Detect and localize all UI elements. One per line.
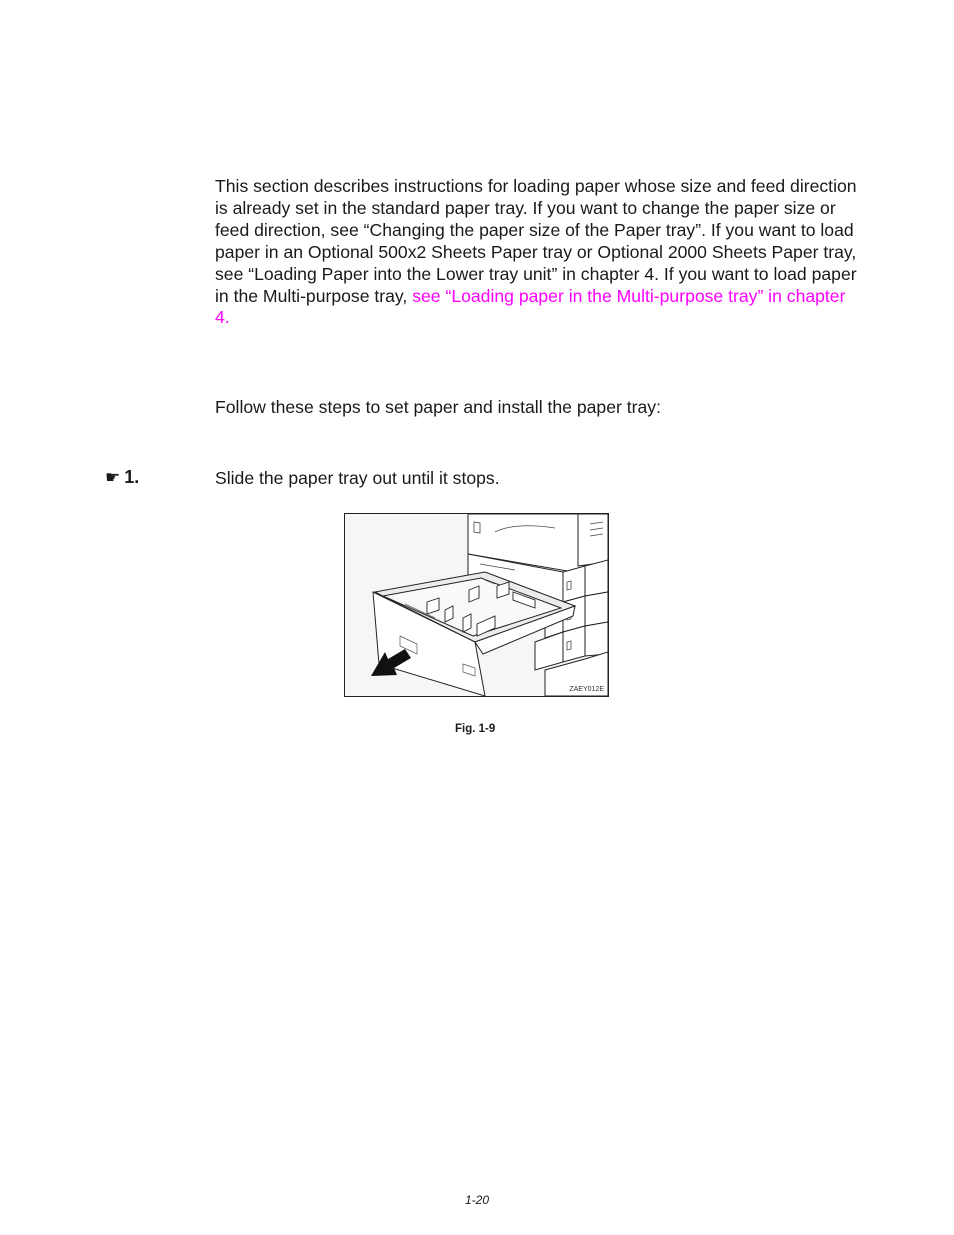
figure-caption: Fig. 1-9 bbox=[455, 723, 496, 735]
step-text: Slide the paper tray out until it stops. bbox=[215, 468, 500, 488]
steps-lead-text: Follow these steps to set paper and install the paper tray: bbox=[215, 397, 661, 417]
step-marker bbox=[105, 465, 139, 490]
paper-tray-illustration bbox=[344, 513, 609, 697]
page-number: 1-20 bbox=[465, 1193, 490, 1207]
multipurpose-tray-link[interactable]: see “Loading paper in the Multi-purpose tray” in chapter 4. bbox=[215, 285, 846, 328]
figure-code: ZAEY012E bbox=[569, 686, 604, 693]
intro-paragraph bbox=[215, 176, 860, 329]
step-number: 1. bbox=[124, 467, 140, 487]
intro-text: This section describes instructions for loading paper whose size and feed direction is already set in the standard paper tray. If you want to change the paper size or feed direction, see “Changing the paper size of the Paper tray”. If you want to load paper in an Optional 500x2 Sheets Paper tray or Optional 2000 Sheets Paper tray, see “Loading Paper into the Lower tray unit” in chapter 4. If you want to load paper in the Multi-purpose tray, bbox=[215, 176, 857, 306]
printer-drawing bbox=[345, 514, 608, 696]
pointing-hand-icon: ☛ bbox=[105, 468, 121, 488]
